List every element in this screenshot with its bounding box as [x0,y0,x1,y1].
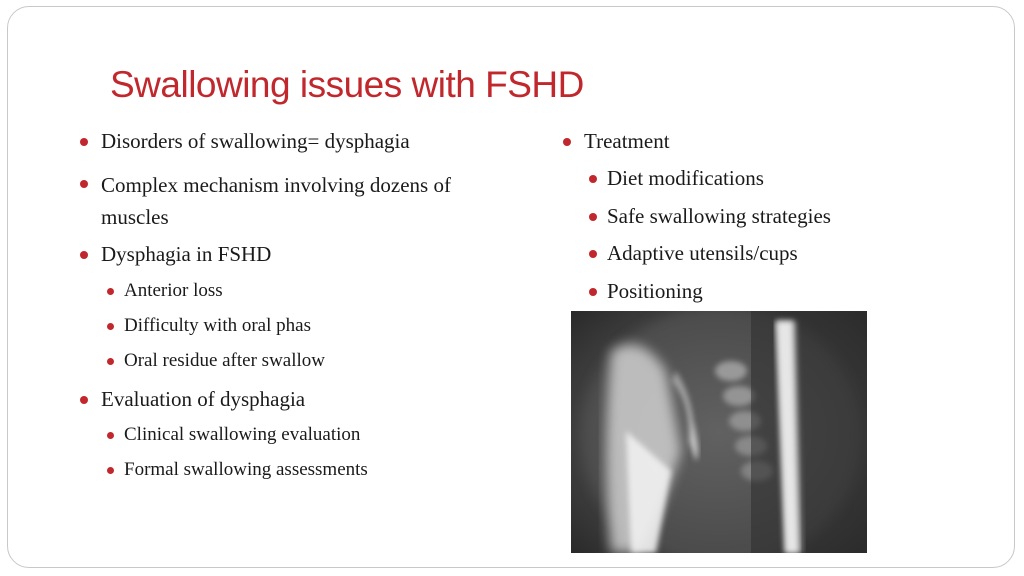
bullet-text: Dysphagia in FSHD [101,242,272,266]
bullet-dot-icon [589,175,597,183]
bullet-text: Treatment [584,129,670,153]
sub-bullet-text: Anterior loss [124,280,223,301]
bullet-dot-icon [80,138,88,146]
bullet-disorders [101,129,410,154]
sub-bullet-positioning [607,279,703,304]
sub-bullet-diet [607,166,764,191]
sub-bullet-text: Positioning [607,279,703,303]
bullet-text-line2: muscles [101,205,169,229]
sub-bullet-utensils [607,241,798,266]
sub-bullet-text: Adaptive utensils/cups [607,241,798,265]
bullet-dot-icon [107,323,114,330]
sub-bullet-formal-assessments [124,459,368,481]
slide-title: Swallowing issues with FSHD [110,64,584,105]
sub-bullet-oral-residue [124,350,325,372]
bullet-dot-icon [80,396,88,404]
bullet-evaluation [101,387,305,412]
bullet-dot-icon [80,251,88,259]
bullet-dot-icon [107,358,114,365]
bullet-text-line1: Complex mechanism involving dozens of [101,173,451,197]
sub-bullet-text: Safe swallowing strategies [607,204,831,228]
bullet-text: Evaluation of dysphagia [101,387,306,411]
sub-bullet-text: Clinical swallowing evaluation [124,424,361,445]
sub-bullet-text: Formal swallowing assessments [124,459,368,480]
sub-bullet-text: Difficulty with oral phas [124,315,311,336]
bullet-dot-icon [107,432,114,439]
sub-bullet-clinical-eval [124,424,360,446]
bullet-dot-icon [563,138,571,146]
bullet-dot-icon [589,288,597,296]
sub-bullet-oral-phase [124,315,311,337]
xray-graphic [571,311,867,553]
bullet-dot-icon [80,180,88,188]
sub-bullet-safe-swallowing [607,204,831,229]
bullet-dot-icon [589,213,597,221]
bullet-dot-icon [107,467,114,474]
sub-bullet-text: Oral residue after swallow [124,350,326,371]
bullet-dot-icon [107,288,114,295]
xray-image [571,311,867,553]
bullet-text: Disorders of swallowing= dysphagia [101,129,410,153]
bullet-dysphagia-fshd [101,242,271,267]
sub-bullet-text: Diet modifications [607,166,764,190]
bullet-complex-mechanism [101,169,451,233]
sub-bullet-anterior-loss [124,280,223,302]
bullet-treatment [584,129,670,154]
bullet-dot-icon [589,250,597,258]
